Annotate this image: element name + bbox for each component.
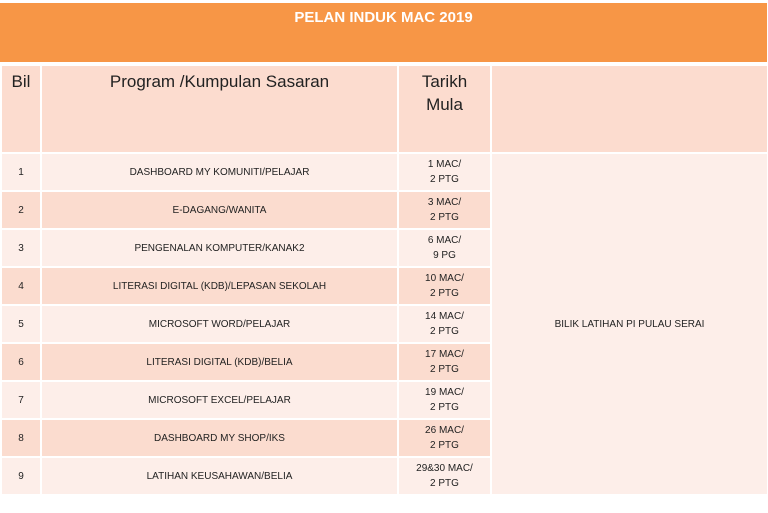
date-line-2: 2 PTG	[430, 440, 459, 451]
header-row	[1, 65, 768, 153]
date-cell	[398, 305, 491, 343]
header-tarikh: Tarikh Mula	[398, 65, 491, 153]
bil-cell: 1	[1, 153, 41, 191]
date-line-2: 2 PTG	[430, 326, 459, 337]
bil-cell: 8	[1, 419, 41, 457]
date-line-2: 9 PG	[433, 250, 456, 261]
date-line-1: 26 MAC/	[425, 425, 464, 436]
table-row	[1, 153, 768, 191]
program-cell: PENGENALAN KOMPUTER/KANAK2	[41, 229, 398, 267]
date-cell	[398, 267, 491, 305]
date-cell	[398, 229, 491, 267]
date-line-1: 1 MAC/	[427, 159, 462, 170]
date-line-1: 17 MAC/	[425, 349, 464, 360]
bil-cell: 2	[1, 191, 41, 229]
date-cell	[398, 381, 491, 419]
date-line-2: 2 PTG	[430, 212, 459, 223]
date-line-1: 29&30 MAC/	[416, 463, 473, 474]
date-line-1: 10 MAC/	[425, 273, 464, 284]
program-cell: LATIHAN KEUSAHAWAN/BELIA	[41, 457, 398, 495]
bil-cell: 3	[1, 229, 41, 267]
date-cell	[398, 457, 491, 495]
schedule-table	[0, 64, 768, 496]
date-line-2: 2 PTG	[430, 288, 459, 299]
date-line-2: 2 PTG	[430, 364, 459, 375]
date-cell	[398, 419, 491, 457]
date-line-1: 6 MAC/	[427, 235, 462, 246]
location-cell: BILIK LATIHAN PI PULAU SERAI	[491, 153, 768, 495]
date-cell	[398, 191, 491, 229]
program-cell: MICROSOFT EXCEL/PELAJAR	[41, 381, 398, 419]
header-program: Program /Kumpulan Sasaran	[41, 65, 398, 153]
program-cell: MICROSOFT WORD/PELAJAR	[41, 305, 398, 343]
header-lokasi	[491, 65, 768, 153]
bil-cell: 6	[1, 343, 41, 381]
bil-cell: 7	[1, 381, 41, 419]
date-cell	[398, 343, 491, 381]
date-line-2: 2 PTG	[430, 478, 459, 489]
bil-cell: 4	[1, 267, 41, 305]
date-line-1: 14 MAC/	[425, 311, 464, 322]
bil-cell: 5	[1, 305, 41, 343]
program-cell: DASHBOARD MY KOMUNITI/PELAJAR	[41, 153, 398, 191]
program-cell: E-DAGANG/WANITA	[41, 191, 398, 229]
program-cell: DASHBOARD MY SHOP/IKS	[41, 419, 398, 457]
program-cell: LITERASI DIGITAL (KDB)/BELIA	[41, 343, 398, 381]
date-line-2: 2 PTG	[430, 402, 459, 413]
program-cell: LITERASI DIGITAL (KDB)/LEPASAN SEKOLAH	[41, 267, 398, 305]
page-title: PELAN INDUK MAC 2019	[0, 3, 767, 62]
bil-cell: 9	[1, 457, 41, 495]
date-cell	[398, 153, 491, 191]
date-line-1: 19 MAC/	[425, 387, 464, 398]
date-line-2: 2 PTG	[430, 174, 459, 185]
date-line-1: 3 MAC/	[427, 197, 462, 208]
header-bil: Bil	[1, 65, 41, 153]
